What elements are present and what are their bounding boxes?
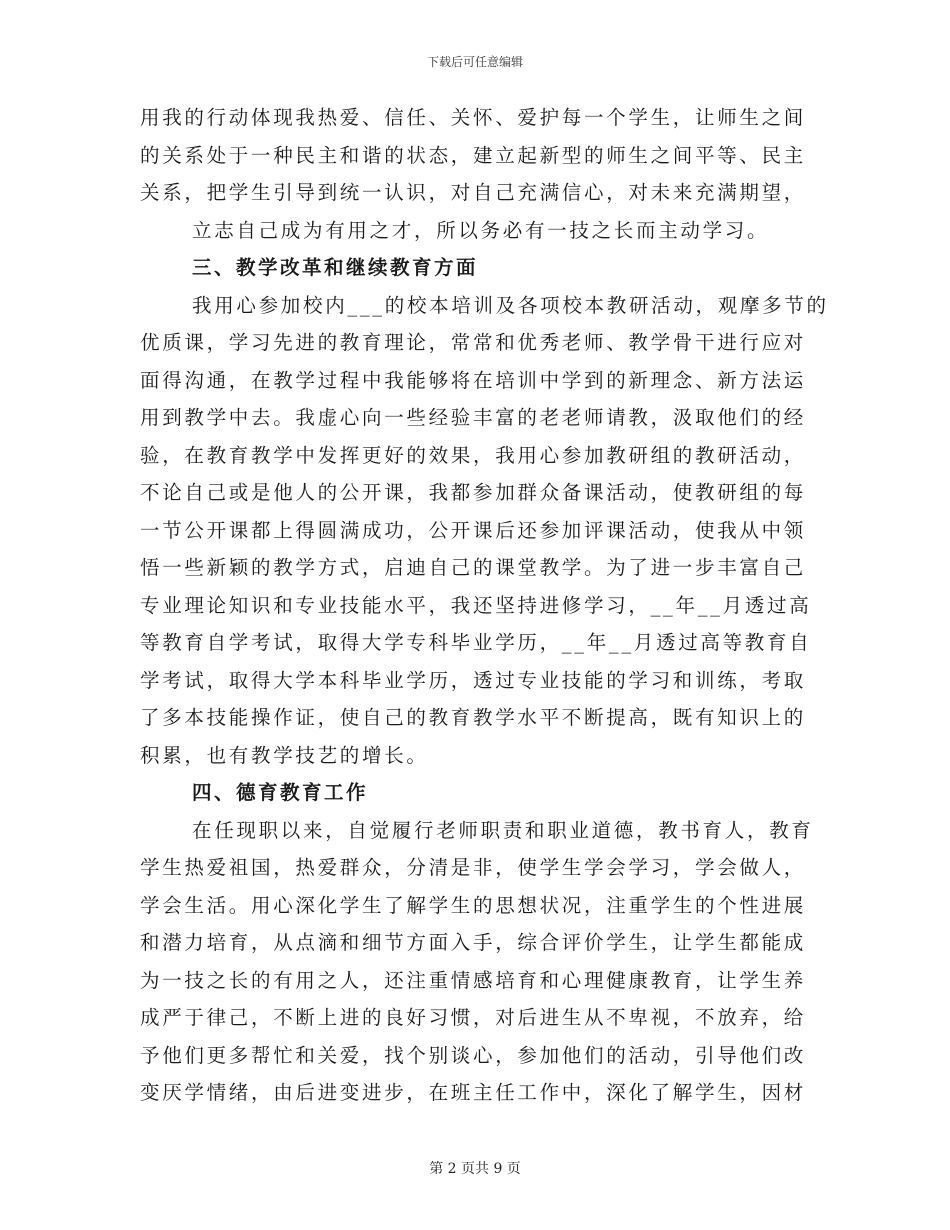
section-heading: 四、德育教育工作 bbox=[192, 781, 369, 804]
text-line: 的关系处于一种民主和谐的状态，建立起新型的师生之间平等、民主 bbox=[140, 143, 807, 167]
text-line: 一节公开课都上得圆满成功，公开课后还参加评课活动，使我从中领 bbox=[140, 518, 807, 542]
text-line: 立志自己成为有用之才，所以务必有一技之长而主动学习。 bbox=[192, 218, 770, 242]
text-line: 和潜力培育，从点滴和细节方面入手，综合评价学生，让学生都能成 bbox=[140, 931, 807, 954]
text-line: 专业理论知识和专业技能水平，我还坚持进修学习，__年__月透过高 bbox=[140, 593, 812, 617]
text-line: 悟一些新颖的教学方式，启迪自己的课堂教学。为了进一步丰富自己 bbox=[140, 556, 807, 579]
text-line: 关系，把学生引导到统一认识，对自己充满信心，对未来充满期望， bbox=[140, 181, 807, 204]
text-line: 成严于律己，不断上进的良好习惯，对后进生从不卑视，不放弃，给 bbox=[140, 1006, 807, 1029]
text-line: 用我的行动体现我热爱、信任、关怀、爱护每一个学生，让师生之间 bbox=[140, 106, 807, 129]
text-line: 面得沟通，在教学过程中我能够将在培训中学到的新理念、新方法运 bbox=[140, 368, 807, 392]
text-line: 了多本技能操作证，使自己的教育教学水平不断提高，既有知识上的 bbox=[140, 706, 807, 729]
text-line: 等教育自学考试，取得大学专科毕业学历，__年__月透过高等教育自 bbox=[140, 631, 812, 654]
text-line: 变厌学情绪，由后进变进步，在班主任工作中，深化了解学生，因材 bbox=[140, 1081, 807, 1104]
text-line: 在任现职以来，自觉履行老师职责和职业道德，教书育人，教育 bbox=[192, 818, 814, 842]
text-line: 不论自己或是他人的公开课，我都参加群众备课活动，使教研组的每 bbox=[140, 481, 807, 504]
page-footer: 第 2 页共 9 页 bbox=[429, 1161, 521, 1177]
text-line: 我用心参加校内___的校本培训及各项校本教研活动，观摩多节的 bbox=[192, 293, 829, 317]
text-line: 予他们更多帮忙和关爱，找个别谈心，参加他们的活动，引导他们改 bbox=[140, 1043, 807, 1067]
text-line: 学会生活。用心深化学生了解学生的思想状况，注重学生的个性进展 bbox=[140, 893, 807, 917]
text-line: 为一技之长的有用之人，还注重情感培育和心理健康教育，让学生养 bbox=[140, 968, 807, 992]
text-line: 积累，也有教学技艺的增长。 bbox=[140, 743, 429, 767]
section-heading: 三、教学改革和继续教育方面 bbox=[192, 256, 479, 279]
page-header: 下载后可任意编辑 bbox=[426, 55, 523, 69]
document-body bbox=[140, 99, 829, 1112]
text-line: 学考试，取得大学本科毕业学历，透过专业技能的学习和训练，考取 bbox=[140, 668, 807, 692]
text-line: 验，在教育教学中发挥更好的效果，我用心参加教研组的教研活动， bbox=[140, 443, 807, 467]
text-line: 用到教学中去。我虚心向一些经验丰富的老老师请教，汲取他们的经 bbox=[140, 406, 807, 429]
text-line: 学生热爱祖国，热爱群众，分清是非，使学生学会学习，学会做人， bbox=[140, 856, 807, 879]
text-line: 优质课，学习先进的教育理论，常常和优秀老师、教学骨干进行应对 bbox=[140, 331, 807, 354]
